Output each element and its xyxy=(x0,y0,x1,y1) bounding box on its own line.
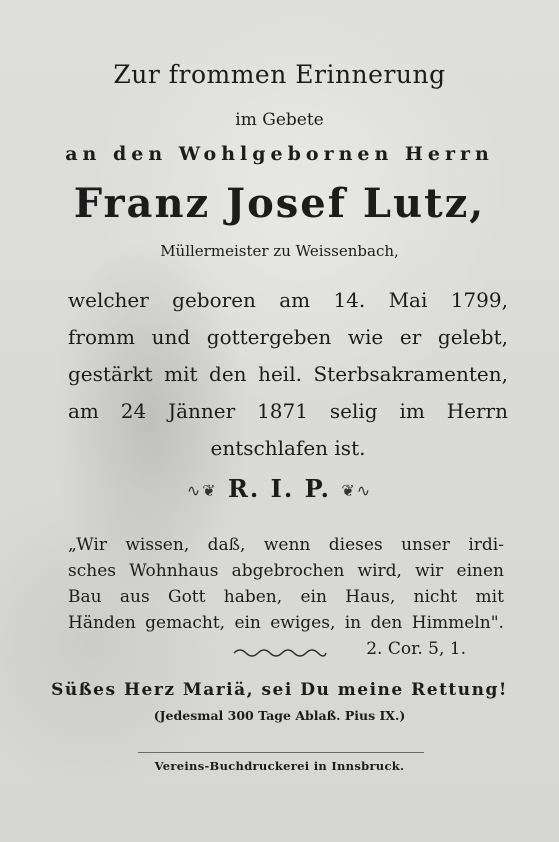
biography-line xyxy=(68,393,508,430)
biography-word: am xyxy=(279,288,311,312)
rip-text: R. I. P. xyxy=(227,474,332,503)
quote-word: Wohnhaus xyxy=(129,561,219,581)
indulgence-note: (Jedesmal 300 Tage Ablaß. Pius IX.) xyxy=(153,708,406,723)
quote-line xyxy=(68,610,504,636)
quote-word: Bau xyxy=(68,587,102,607)
biography-word: welcher xyxy=(68,288,149,312)
biography-word: er xyxy=(399,325,422,349)
biography-word: am xyxy=(68,399,99,423)
quote-word: irdi- xyxy=(468,535,504,555)
printer-imprint: Vereins-Buchdruckerei in Innsbruck. xyxy=(154,759,405,773)
ornament-left-icon: ∿❦ xyxy=(186,481,218,500)
divider-rule xyxy=(138,752,424,753)
biography-word: gottergeben xyxy=(206,325,332,349)
quote-word: wissen, xyxy=(125,535,190,555)
quote-word: einen xyxy=(456,561,504,581)
biography-line xyxy=(68,282,508,319)
card-title: Zur frommen Erinnerung xyxy=(113,60,446,89)
card-subtitle: im Gebete xyxy=(235,110,324,130)
biography-word: 14. xyxy=(333,288,366,312)
quote-word: Gott xyxy=(167,587,206,607)
deceased-name: Franz Josef Lutz, xyxy=(73,180,486,227)
quote-word: dieses xyxy=(328,535,383,555)
biography-word: gestärkt xyxy=(68,362,153,386)
quote-line xyxy=(68,584,504,610)
biography-word: fromm xyxy=(68,325,135,349)
biography-word: heil. xyxy=(258,362,302,386)
biography-word: entschlafen ist. xyxy=(210,436,366,460)
quote-word: ein xyxy=(234,613,261,633)
quote-word: in xyxy=(344,613,362,633)
quote-word: wir xyxy=(415,561,444,581)
quote-reference: 2. Cor. 5, 1. xyxy=(366,639,466,659)
quote-word: wird, xyxy=(357,561,402,581)
biography-paragraph xyxy=(68,282,508,467)
quote-word: Haus, xyxy=(345,587,396,607)
biography-word: selig xyxy=(329,399,378,423)
occupation-line: Müllermeister zu Weissenbach, xyxy=(160,242,399,260)
quote-word: sches xyxy=(68,561,116,581)
quote-word: haben, xyxy=(223,587,283,607)
quote-word: ein xyxy=(300,587,327,607)
biography-line xyxy=(68,356,508,393)
wave-divider-icon xyxy=(232,646,328,660)
quote-word: mit xyxy=(475,587,504,607)
biography-word: mit xyxy=(164,362,198,386)
biography-word: Herrn xyxy=(446,399,508,423)
quote-word: Händen xyxy=(68,613,136,633)
biography-word: Mai xyxy=(388,288,428,312)
quote-word: ewiges, xyxy=(270,613,336,633)
quote-line xyxy=(68,558,504,584)
biography-word: 1799, xyxy=(450,288,508,312)
biography-word: den xyxy=(209,362,247,386)
biography-word: wie xyxy=(347,325,384,349)
quote-word: aus xyxy=(119,587,150,607)
biography-word: gelebt, xyxy=(437,325,508,349)
ornament-right-icon: ❦∿ xyxy=(341,481,373,500)
quote-word: gemacht, xyxy=(145,613,226,633)
biography-word: 1871 xyxy=(257,399,308,423)
quote-word: Himmeln". xyxy=(411,613,504,633)
biography-word: Sterbsakramenten, xyxy=(313,362,508,386)
biography-word: und xyxy=(151,325,191,349)
biography-word: geboren xyxy=(172,288,256,312)
biography-line xyxy=(68,319,508,356)
dedication-line: an den Wohlgebornen Herrn xyxy=(65,143,494,165)
biography-word: im xyxy=(399,399,425,423)
quote-word: „Wir xyxy=(68,535,107,555)
scripture-quote xyxy=(68,532,504,662)
quote-word: abgebrochen xyxy=(231,561,345,581)
quote-word: den xyxy=(370,613,403,633)
biography-word: Jänner xyxy=(168,399,236,423)
quote-line xyxy=(68,532,504,558)
quote-word: nicht xyxy=(413,587,458,607)
quote-word: unser xyxy=(401,535,450,555)
biography-line xyxy=(68,430,508,467)
rip-heading xyxy=(0,474,559,503)
prayer-line: Süßes Herz Mariä, sei Du meine Rettung! xyxy=(51,680,508,700)
quote-word: wenn xyxy=(263,535,311,555)
biography-word: 24 xyxy=(120,399,147,423)
quote-word: daß, xyxy=(207,535,246,555)
